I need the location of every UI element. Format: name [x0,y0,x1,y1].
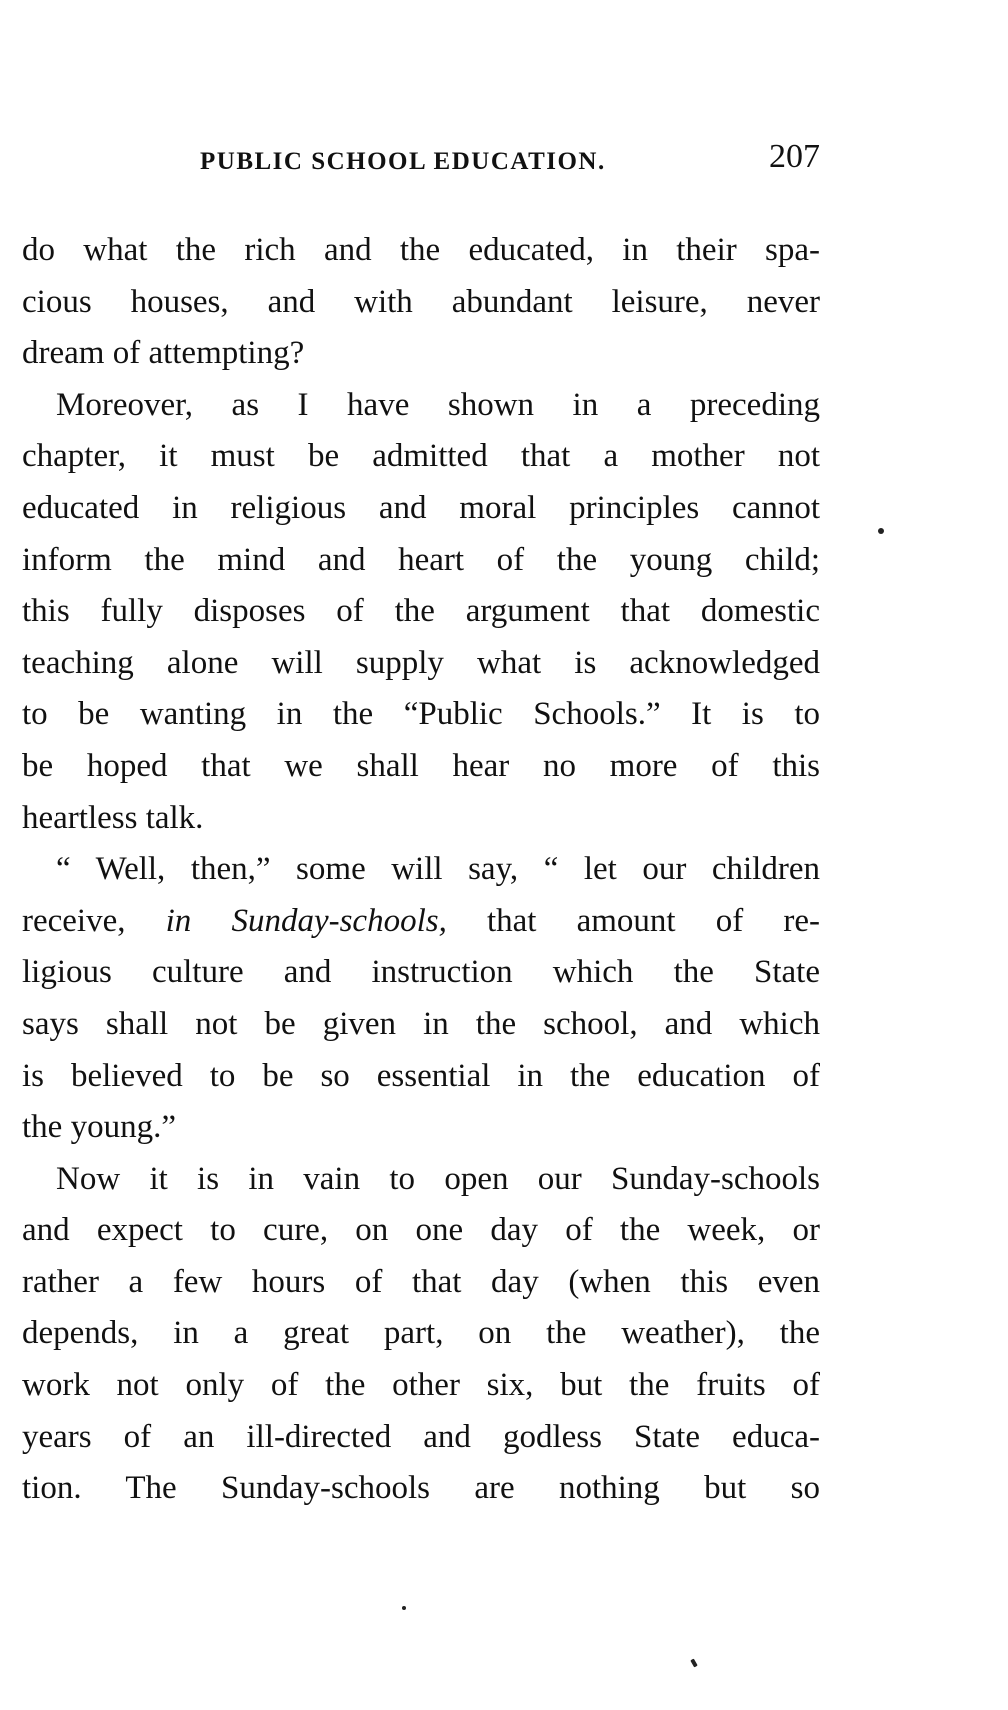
running-title: PUBLIC SCHOOL EDUCATION. [200,148,606,175]
text-line: heartless talk. [22,799,204,836]
scan-speck [878,528,884,534]
text-line: inform the mind and heart of the young child; [22,541,820,578]
scan-speck [690,1659,697,1668]
text-line: teaching alone will supply what is acknowledged [22,644,820,681]
text-line: the young.” [22,1109,176,1146]
text-line: Now it is in vain to open our Sunday-schools [56,1160,820,1197]
body-text [22,225,820,1515]
text-line: “ Well, then,” some will say, “ let our children [56,851,820,888]
text-line: tion. The Sunday-schools are nothing but so [22,1470,820,1507]
text-fragment: receive, [22,902,166,939]
text-line: be hoped that we shall hear no more of this [22,747,820,784]
text-line: to be wanting in the “Public Schools.” It is to [22,696,820,733]
text-line: says shall not be given in the school, and which [22,1005,820,1042]
text-line: do what the rich and the educated, in their spa- [22,232,820,268]
text-line: is believed to be so essential in the education of [22,1057,820,1094]
text-line [22,896,820,948]
text-fragment: that amount of re- [446,902,820,939]
running-head [200,138,820,178]
text-line: years of an ill-directed and godless State educa- [22,1418,820,1455]
scan-speck [402,1606,406,1610]
text-line: chapter, it must be admitted that a mother not [22,438,820,475]
italic-phrase: in Sunday-schools, [165,902,447,939]
text-line: educated in religious and moral principles cannot [22,489,820,526]
text-line: depends, in a great part, on the weather), the [22,1315,820,1352]
text-line: ligious culture and instruction which the State [22,954,820,991]
text-line: this fully disposes of the argument that domestic [22,593,820,630]
text-line: cious houses, and with abundant leisure, never [22,283,820,320]
text-line: rather a few hours of that day (when this even [22,1263,820,1300]
text-line: work not only of the other six, but the fruits of [22,1367,820,1404]
text-line: Moreover, as I have shown in a preceding [56,386,820,423]
page-number: 207 [769,138,820,175]
text-line: dream of attempting? [22,335,305,372]
text-line: and expect to cure, on one day of the week, or [22,1212,820,1249]
